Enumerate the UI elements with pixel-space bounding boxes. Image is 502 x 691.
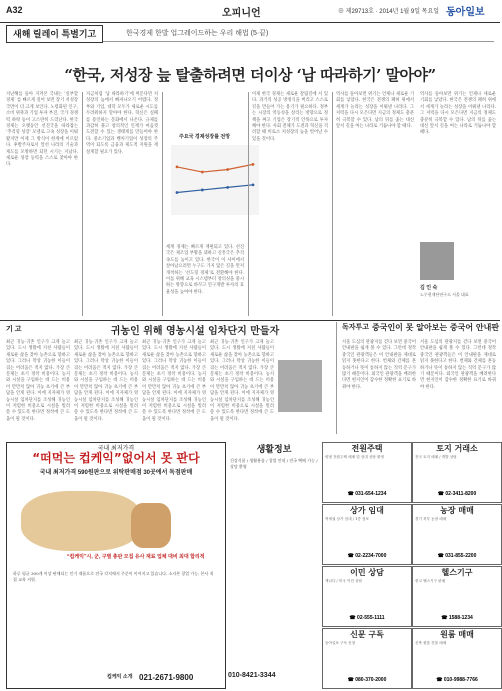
article-col-6: 역사를 돌아보면 위기는 언제나 새로운 기회를 낳았다. 한국은 전쟁의 폐허 위에서 세계가 놀라는 성장을 이뤄낸 나라다. 그 저력을 다시 모은다면 지금의 정체도 충분히 극복할 수 있다. 남의 뒤를 좇는 대신 앞서 길을 여는 나라로 거듭나야 할 때다. xyxy=(420,92,496,136)
ad-headline: “떠먹는 컵케익”없어서 못 판다 xyxy=(32,451,200,465)
chart-point xyxy=(176,191,179,194)
letters-col-2: 서울 도심의 관광지를 걷다 보면 중국어 안내판을 쉽게 볼 수 있다. 그런데 정작 중국인 관광객들은 이 안내판을 제대로 읽지 못한다고 한다. 번체와 간체를 혼동하거나 뜻이 통하지 않는 직역 문구가 많기 때문이다. 외국인 관광객을 배려한다면 현지인이 감수한 정확한 표기로 바꿔야 한다. xyxy=(420,340,496,390)
opinion-author-photo xyxy=(278,360,322,412)
classified-title: 헬스기구 xyxy=(441,568,473,577)
opinion-tag: 기 고 xyxy=(6,326,22,333)
author-title: 노무현재단연구소 서울 대표 xyxy=(420,292,469,297)
chart-point xyxy=(226,186,229,189)
classified-text: 전국 토지 매매 / 개발 상담 xyxy=(415,455,457,459)
opinion-col-2: 최근 귀농·귀촌 인구가 크게 늘고 있다. 도시 생활에 지친 사람들이 새로운 삶을 찾아 농촌으로 향하고 있다. 그러나 막상 귀농한 이들이 겪는 어려움은 적지 않다. 가장 큰 문제는 초기 정착 비용이다. 농지와 시설을 구입하는 데 드는 비용이 만만치 않아 귀농 초기에 큰 부담을 안게 된다. 이에 지자체가 영농시설 임차단지를 조성해 귀농인이 저렴한 비용으로 시설을 빌려 쓸 수 있도록 한다면 정착에 큰 도움이 될 것이다. xyxy=(74,340,138,422)
classified-phone[interactable]: ☎ 1588-1234 xyxy=(441,615,473,621)
classified-phone[interactable]: ☎ 02-2234-7000 xyxy=(347,553,387,559)
ad-subheadline: 국내 최저가격 590원판으로 위탁판매점 30곳에서 독점판매 xyxy=(39,470,193,476)
article-col-1: 지난해를 돌아 지켜본 국내는 ‘실부할 경제’ 를 빠르게 짚어 보면 장기 저성장 국면이 더 크게 보인다. 노령화된 인구, 소비 위축과 기업 투자 부진, 국가 경쟁력 하락 등이 고스란히 드러난다. 한국 경제는 오랫동안 선진국을 따라잡는 ‘추격형 성장’ 모델로 고속 성장을 이뤄왔지만 이제 그 방식이 한계에 이르렀다. 후발주자로서 앞선 나라의 기술과 제도를 모방하면 되던 시기는 지났다. 새로운 성장 동력을 스스로 찾아야 한다. xyxy=(6,92,78,168)
issue-date: ⊕ 제29713호 · 2014년 1월 9일 목요일 xyxy=(338,9,440,15)
letters-headline: 중국인이 못 알아보는 중국어 안내판 xyxy=(372,322,500,332)
classified-title: 신문 구독 xyxy=(350,630,384,639)
page-number: A32 xyxy=(6,5,23,15)
chart-title: 주요국 경제성장률 전망 xyxy=(179,134,231,140)
newspaper-logo: 동아일보 xyxy=(446,7,485,18)
column-divider xyxy=(248,92,249,316)
chart-point xyxy=(201,189,204,192)
classified-phone[interactable]: ☎ 031-654-1234 xyxy=(347,491,387,497)
info-ad-text: 건강식품 / 생활용품 / 창업 안내 / 전국 택배 가능 / 상담 환영 xyxy=(230,458,318,469)
ad-phone[interactable]: 021-2671-9800 xyxy=(139,673,194,682)
column-divider xyxy=(82,92,83,316)
opinion-col-1: 최근 귀농·귀촌 인구가 크게 늘고 있다. 도시 생활에 지친 사람들이 새로운 삶을 찾아 농촌으로 향하고 있다. 그러나 막상 귀농한 이들이 겪는 어려움은 적지 않다. 가장 큰 문제는 초기 정착 비용이다. 농지와 시설을 구입하는 데 드는 비용이 만만치 않아 귀농 초기에 큰 부담을 안게 된다. 이에 지자체가 영농시설 임차단지를 조성해 귀농인이 저렴한 비용으로 시설을 빌려 쓸 수 있도록 한다면 정착에 큰 도움이 될 것이다. xyxy=(6,340,70,422)
classified-title: 토지 거래소 xyxy=(436,444,478,453)
letters-col-1: 서울 도심의 관광지를 걷다 보면 중국어 안내판을 쉽게 볼 수 있다. 그런데 정작 중국인 관광객들은 이 안내판을 제대로 읽지 못한다고 한다. 번체와 간체를 혼동하거나 뜻이 통하지 않는 직역 문구가 많기 때문이다. 외국인 관광객을 배려한다면 현지인이 감수한 정확한 표기로 바꿔야 한다. xyxy=(342,340,416,390)
chart-point xyxy=(226,168,229,171)
classified-text: 신축 원룸 건물 매매 xyxy=(415,641,447,645)
info-ad-title: 생활정보 xyxy=(256,444,292,454)
section-title: 오피니언 xyxy=(222,8,261,19)
classified-ad[interactable] xyxy=(412,504,502,565)
info-ad[interactable] xyxy=(228,442,320,687)
opinion-col-3: 최근 귀농·귀촌 인구가 크게 늘고 있다. 도시 생활에 지친 사람들이 새로운 삶을 찾아 농촌으로 향하고 있다. 그러나 막상 귀농한 이들이 겪는 어려움은 적지 않다. 가장 큰 문제는 초기 정착 비용이다. 농지와 시설을 구입하는 데 드는 비용이 만만치 않아 귀농 초기에 큰 부담을 안게 된다. 이에 지자체가 영농시설 임차단지를 조성해 귀농인이 저렴한 비용으로 시설을 빌려 쓸 수 있도록 한다면 정착에 큰 도움이 될 것이다. xyxy=(142,340,206,422)
article-col-4: 이제 한국 경제는 새로운 갈림길에 서 있다. 과거의 성공 방정식을 버리고 스스로 길을 만들어 가는 용기가 필요하다. 정부는 시장의 역동성을 살리는 방향으로 정책을 짜고 기업은 장기적 안목으로 투자해야 한다. 사회 전체가 도전과 혁신을 격려할 때 비로소 저성장의 늪을 벗어날 수 있을 것이다. xyxy=(252,92,328,142)
main-headline: “한국, 저성장 늪 탈출하려면 더이상 ‘남 따라하기’ 말아야” xyxy=(64,66,436,84)
classified-ad[interactable] xyxy=(322,442,412,503)
classified-phone[interactable]: ☎ 02-3411-8200 xyxy=(437,491,477,497)
classified-ad[interactable] xyxy=(412,442,502,503)
classified-ad[interactable] xyxy=(322,628,412,689)
classified-text: 중고 헬스기구 판매 xyxy=(415,579,446,583)
column-divider xyxy=(336,322,337,434)
classified-ad[interactable] xyxy=(322,504,412,565)
classified-phone[interactable]: ☎ 02-555-1111 xyxy=(349,615,385,621)
classified-phone[interactable]: ☎ 031-855-2200 xyxy=(437,553,477,559)
opinion-col-4: 최근 귀농·귀촌 인구가 크게 늘고 있다. 도시 생활에 지친 사람들이 새로운 삶을 찾아 농촌으로 향하고 있다. 그러나 막상 귀농한 이들이 겪는 어려움은 적지 않다. 가장 큰 문제는 초기 정착 비용이다. 농지와 시설을 구입하는 데 드는 비용이 만만치 않아 귀농 초기에 큰 부담을 안게 된다. 이에 지자체가 영농시설 임차단지를 조성해 귀농인이 저렴한 비용으로 시설을 빌려 쓸 수 있도록 한다면 정착에 큰 도움이 될 것이다. xyxy=(210,340,274,422)
section-divider xyxy=(0,320,500,321)
classified-text: 경기 북부 농장 매매 xyxy=(415,517,447,521)
classified-ad[interactable] xyxy=(322,566,412,627)
classified-text: 캐나다 / 미국 이민 상담 xyxy=(325,579,363,583)
letters-tag: 독자투고 xyxy=(342,324,370,331)
ad-caption: “컵케익”시, 군, 구별 총판 모집 유사 재료 업체 대비 최대 합리적 xyxy=(67,554,205,560)
classified-title: 원룸 매매 xyxy=(440,630,474,639)
series-tag: 새해 릴레이 특별기고 xyxy=(6,25,103,43)
opinion-headline: 귀농인 위해 영농시설 임차단지 만들자 xyxy=(110,326,280,337)
classified-text: 역세권 상가 임대 / 1층 점포 xyxy=(325,517,369,521)
article-col-3: 세계 경제는 빠르게 재편되고 있다. 선진국은 제조업 부활을 꾀하고 신흥국은 추격 속도를 높이고 있다. 한국이 이 사이에서 살아남으려면 누구도 가지 않은 길을 먼저 개척하는 ‘선도형 경제’로 전환해야 한다. 이를 위해 교육 시스템부터 창의성을 중시하는 방향으로 바꾸고 연구개발 투자의 효율성을 높여야 한다. xyxy=(166,245,244,295)
classified-ad[interactable] xyxy=(412,566,502,627)
classified-ads xyxy=(322,438,500,691)
classified-title: 상가 임대 xyxy=(350,506,384,515)
advertisement-area xyxy=(0,438,500,691)
author-name: 김 인 숙 xyxy=(420,285,438,291)
series-subtitle: 한국경제 한발 업그레이드하는 우리 해법 (5·끝) xyxy=(126,30,269,37)
ad-brand: 컵케익 소개 xyxy=(107,674,133,680)
cupcake-image xyxy=(21,491,141,551)
cupcake-ad[interactable] xyxy=(6,442,226,689)
chart-point xyxy=(201,171,204,174)
classified-phone[interactable]: ☎ 010-9988-7766 xyxy=(436,677,478,683)
classified-title: 농장 매매 xyxy=(440,506,474,515)
cupcake-image xyxy=(131,503,171,548)
ad-eyebrow: 국내 최저가격 xyxy=(97,446,135,452)
series-banner xyxy=(6,25,494,42)
chart-plot-area xyxy=(171,145,259,215)
classified-text: 동아일보 구독 신청 xyxy=(325,641,356,645)
column-divider xyxy=(332,92,333,316)
classified-text: 양평 전원주택 매매 및 임대 상담 환영 xyxy=(325,455,384,459)
ad-body: 하루 평균 300개 이상 판매되는 인기 제품으로 전국 각지에서 주문이 이어지고 있습니다. 소자본 창업 가능, 본사 직접 교육 지원. xyxy=(13,571,214,582)
classified-title: 이민 상담 xyxy=(350,568,384,577)
article-col-5: 역사를 돌아보면 위기는 언제나 새로운 기회를 낳았다. 한국은 전쟁의 폐허 위에서 세계가 놀라는 성장을 이뤄낸 나라다. 그 저력을 다시 모은다면 지금의 정체도 충분히 극복할 수 있다. 남의 뒤를 좇는 대신 앞서 길을 여는 나라로 거듭나야 할 때다. xyxy=(336,92,414,130)
classified-ad[interactable] xyxy=(412,628,502,689)
classified-phone[interactable]: ☎ 080-370-2000 xyxy=(347,677,387,683)
chart-point xyxy=(176,166,179,169)
info-ad-phone[interactable]: 010-8421-3344 xyxy=(228,672,276,679)
page-header xyxy=(0,0,500,23)
author-photo xyxy=(420,242,454,280)
classified-title: 전원주택 xyxy=(351,444,383,453)
article-col-2: 지금처럼 ‘남 따라하기’에 머문다면 저성장의 늪에서 빠져나오기 어렵다. 정부와 기업, 대학 모두가 새로운 시도를 두려워하지 말아야 한다. 혁신은 실패를 용인하는 문화에서 나온다. 규제를 과감히 풀고 창의적인 인재가 마음껏 도전할 수 있는 생태계를 만들어야 한다. 중소기업과 벤처기업이 성장의 주역이 되도록 금융과 제도적 지원을 재설계할 필요가 있다. xyxy=(86,92,158,155)
